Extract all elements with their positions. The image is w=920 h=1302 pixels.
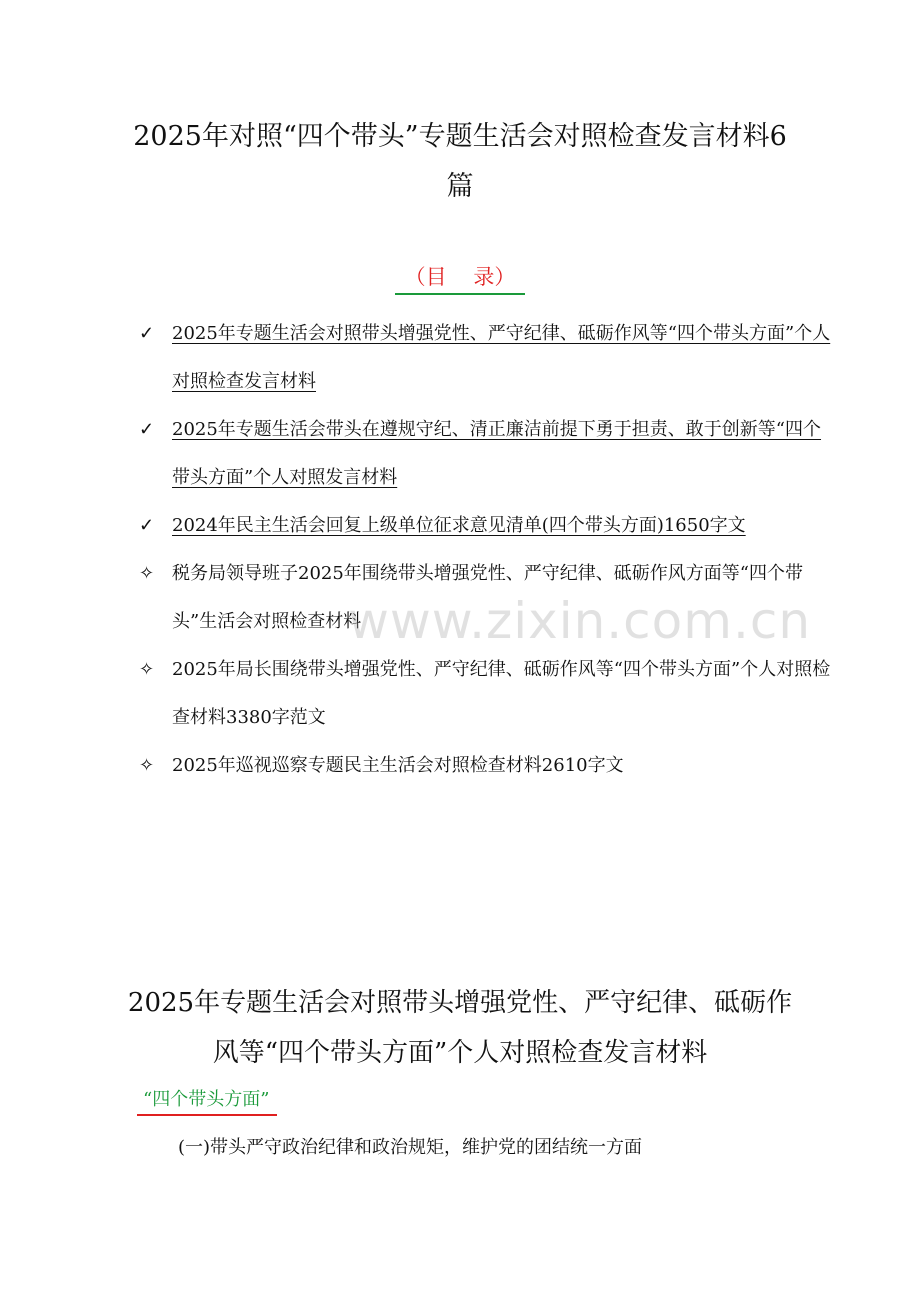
check-icon: ✓ [139, 419, 155, 440]
check-icon: ✓ [139, 515, 155, 536]
toc-item-4 [135, 550, 835, 646]
star-outline-icon: ✧ [139, 659, 155, 680]
toc-item-text: 税务局领导班子2025年围绕带头增强党性、严守纪律、砥砺作风方面等“四个带头”生活会对照检查材料 [172, 563, 804, 632]
toc-item-text: 2025年巡视巡察专题民主生活会对照检查材料2610字文 [172, 755, 624, 776]
watermark: www.zixin.com.cn [348, 592, 812, 650]
toc-item-text: 2025年局长围绕带头增强党性、严守纪律、砥砺作风等“四个带头方面”个人对照检查材料3380字范文 [172, 659, 831, 728]
toc-item-5 [135, 646, 835, 742]
toc-item-text[interactable]: 2025年专题生活会对照带头增强党性、严守纪律、砥砺作风等“四个带头方面”个人对照检查发言材料 [172, 323, 831, 392]
star-outline-icon: ✧ [139, 563, 155, 584]
document-title: 2025年对照“四个带头”专题生活会对照检查发言材料6篇 [133, 121, 787, 202]
toc-item-text[interactable]: 2024年民主生活会回复上级单位征求意见清单(四个带头方面)1650字文 [172, 515, 746, 536]
toc-heading: （目 录） [395, 262, 526, 295]
section-label: “四个带头方面” [137, 1086, 277, 1116]
section-title: 2025年专题生活会对照带头增强党性、严守纪律、砥砺作风等“四个带头方面”个人对照检查发言材料 [127, 988, 793, 1068]
table-of-contents [135, 310, 835, 790]
toc-heading-container [0, 262, 920, 295]
star-outline-icon: ✧ [139, 755, 155, 776]
toc-item-text[interactable]: 2025年专题生活会带头在遵规守纪、清正廉洁前提下勇于担责、敢于创新等“四个带头方面”个人对照发言材料 [172, 419, 822, 488]
toc-item-6 [135, 742, 835, 790]
toc-item-3[interactable] [135, 502, 835, 550]
check-icon: ✓ [139, 323, 155, 344]
toc-item-2[interactable] [135, 406, 835, 502]
subsection-heading: (一)带头严守政治纪律和政治规矩，维护党的团结统一方面 [178, 1137, 643, 1158]
toc-item-1[interactable] [135, 310, 835, 406]
